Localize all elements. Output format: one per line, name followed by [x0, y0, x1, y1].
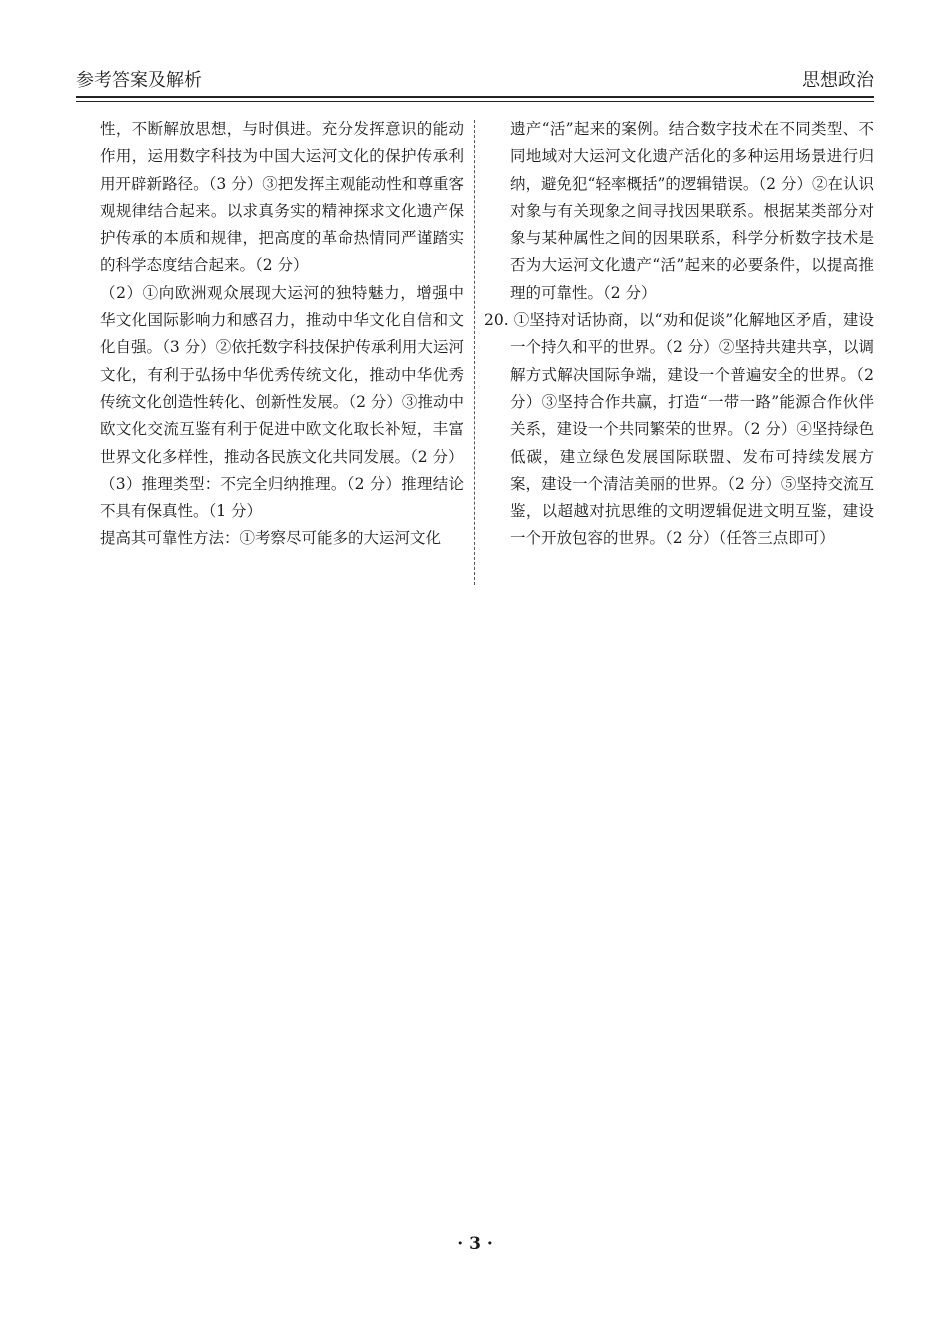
answer-paragraph-part-2: （2）①向欧洲观众展现大运河的独特魅力，增强中华文化国际影响力和感召力，推动中华文化自信和文化自强。（3 分）②依托数字科技保护传承利用大运河文化，有利于弘扬中华优秀传统文化，推动中华优秀传统文化创造性转化、创新性发展。（2 分）③推动中欧文化交流互鉴有利于促进中欧文化取长补短，丰富世界文化多样性，推动各民族文化共同发展。（2 分） — [100, 283, 464, 466]
header-right-title: 思想政治 — [802, 70, 874, 91]
answer-paragraph-method-continued: 遗产“活”起来的案例。结合数字技术在不同类型、不同地域对大运河文化遗产活化的多种运用场景进行归纳，避免犯“轻率概括”的逻辑错误。（2 分）②在认识对象与有关现象之间寻找因果联系。根据某类部分对象与某种属性之间的因果联系，科学分析数字技术是否为大运河文化遗产“活”起来的必要条件，以提高推理的可靠性。（2 分） — [510, 120, 874, 302]
answer-paragraph-part-3: （3）推理类型：不完全归纳推理。（2 分）推理结论不具有保真性。（1 分） — [100, 474, 464, 521]
page-number: · 3 · — [457, 1234, 493, 1254]
answer-question-20: 20. ①坚持对话协商，以“劝和促谈”化解地区矛盾，建设一个持久和平的世界。（2 分）②坚持共建共享，以调解方式解决国际争端，建设一个普遍安全的世界。（2 分）③坚持合作共赢，打造“一带一路”能源合作伙伴关系，建设一个共同繁荣的世界。（2 分）④坚持绿色低碳，建立绿色发展国际联盟、发布可持续发展方案，建设一个清洁美丽的世界。（2 分）⑤坚持交流互鉴，以超越对抗思维的文明逻辑促进文明互鉴，建设一个开放包容的世界。（2 分）（任答三点即可） — [484, 311, 874, 548]
header-rule-thick — [76, 96, 874, 98]
header-rule-thin — [76, 101, 874, 102]
right-column — [484, 116, 874, 553]
column-divider — [474, 120, 475, 585]
page-header — [76, 66, 874, 100]
answer-paragraph-method: 提高其可靠性方法：①考察尽可能多的大运河文化 — [100, 529, 442, 548]
header-left-title: 参考答案及解析 — [76, 70, 202, 91]
answer-paragraph-continuation: 性，不断解放思想，与时俱进。充分发挥意识的能动作用，运用数字科技为中国大运河文化的保护传承利用开辟新路径。（3 分）③把发挥主观能动性和尊重客观规律结合起来。以求真务实的精神探求文化遗产保护传承的本质和规律，把高度的革命热情同严谨踏实的科学态度结合起来。（2 分） — [100, 120, 464, 275]
left-column — [100, 116, 464, 553]
